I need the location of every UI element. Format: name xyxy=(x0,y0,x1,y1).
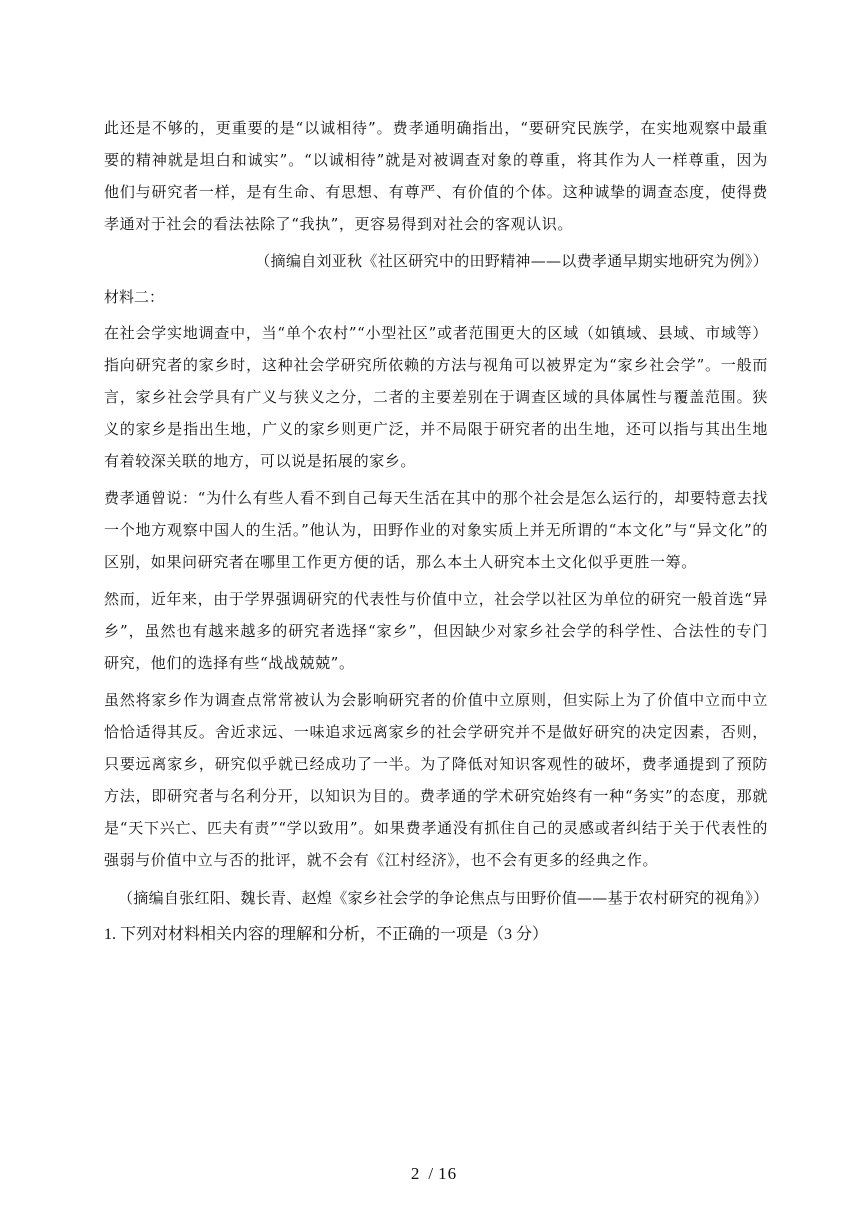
paragraph-material1-end: 此还是不够的，更重要的是“以诚相待”。费孝通明确指出，“要研究民族学，在实地观察中最重要的精神就是坦白和诚实”。“以诚相待”就是对被调查对象的尊重，将其作为人一样尊重，因为他们与研究者一样，是有生命、有思想、有尊严、有价值的个体。这种诚挚的调查态度，使得费孝通对于社会的看法祛除了“我执”，更容易得到对社会的客观认识。 xyxy=(104,119,768,233)
question-1: 1. 下列对材料相关内容的理解和分析，不正确的一项是（3 分） xyxy=(104,926,549,943)
page-separator: / xyxy=(428,1164,435,1183)
material2-heading: 材料二： xyxy=(104,288,165,306)
paragraph-material2-1: 在社会学实地调查中，当“单个农村”“小型社区”或者范围更大的区域（如镇域、县域、市域等）指向研究者的家乡时，这种社会学研究所依赖的方法与视角可以被界定为“家乡社会学”。一般而言，家乡社会学具有广义与狭义之分，二者的主要差别在于调查区域的具体属性与覆盖范围。狭义的家乡是指出生地，广义的家乡则更广泛，并不局限于研究者的出生地，还可以指与其出生地有着较深关联的地方，可以说是拓展的家乡。 xyxy=(104,324,768,470)
paragraph-material2-4: 虽然将家乡作为调查点常常被认为会影响研究者的价值中立原则，但实际上为了价值中立而中立恰恰适得其反。舍近求远、一味追求远离家乡的社会学研究并不是做好研究的决定因素，否则，只要远离家乡，研究似乎就已经成功了一半。为了降低对知识客观性的破坏，费孝通提到了预防方法，即研究者与名利分开，以知识为目的。费孝通的学术研究始终有一种“务实”的态度，那就是“天下兴亡、匹夫有责”“学以致用”。如果费孝通没有抓住自己的灵感或者纠结于关于代表性的强弱与价值中立与否的批评，就不会有《江村经济》，也不会有更多的经典之作。 xyxy=(104,691,768,869)
current-page: 2 xyxy=(410,1164,421,1183)
total-pages: 16 xyxy=(438,1164,458,1183)
paragraph-material2-2: 费孝通曾说：“为什么有些人看不到自己每天生活在其中的那个社会是怎么运行的，却要特意去找一个地方观察中国人的生活。”他认为，田野作业的对象实质上并无所谓的“本文化”与“异文化”的区别，如果问研究者在哪里工作更方便的话，那么本土人研究本土文化似乎更胜一筹。 xyxy=(104,489,768,571)
document-body xyxy=(104,112,768,950)
page-number xyxy=(0,1164,868,1184)
source-citation-1: （摘编自刘亚秋《社区研究中的田野精神——以费孝通早期实地研究为例》） xyxy=(255,252,768,270)
source-citation-2: （摘编自张红阳、魏长青、赵煌《家乡社会学的争论焦点与田野价值——基于农村研究的视角》） xyxy=(118,889,769,907)
paragraph-material2-3: 然而，近年来，由于学界强调研究的代表性与价值中立，社会学以社区为单位的研究一般首选“异乡”，虽然也有越来越多的研究者选择“家乡”，但因缺少对家乡社会学的科学性、合法性的专门研究，他们的选择有些“战战兢兢”。 xyxy=(104,590,768,672)
